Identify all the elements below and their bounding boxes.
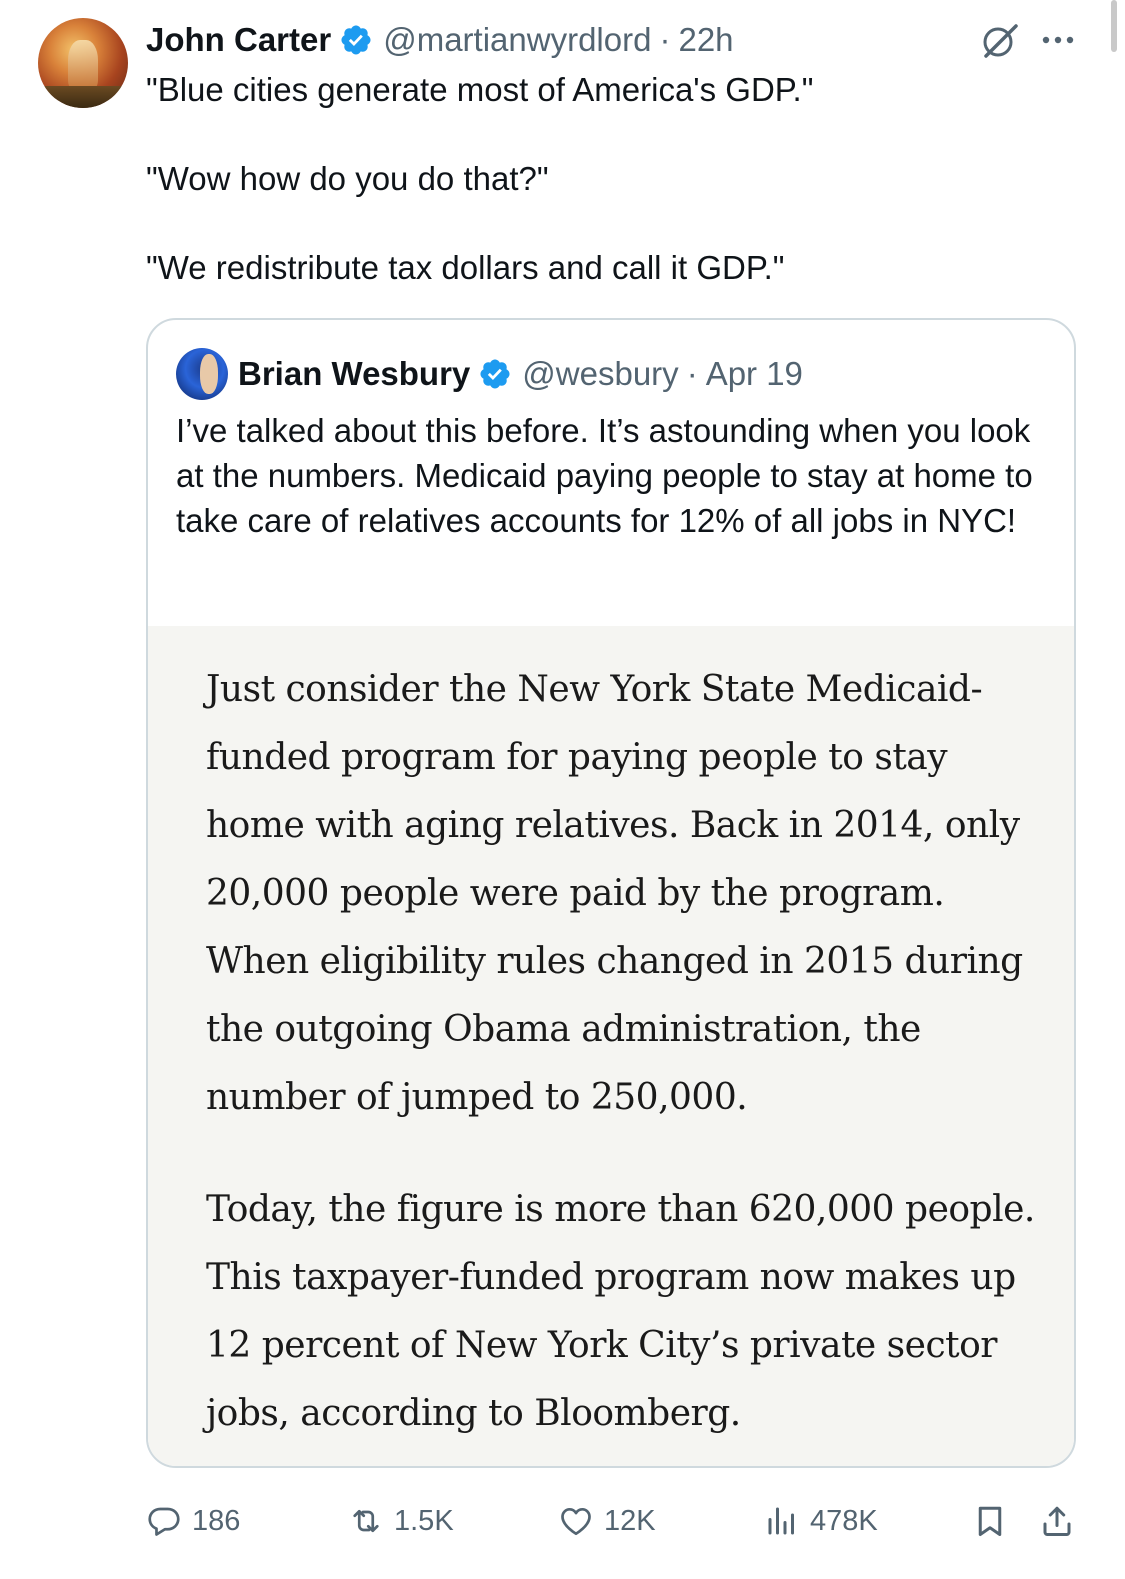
- quoted-tweet-image[interactable]: [148, 626, 1074, 1468]
- author-name[interactable]: John Carter: [146, 21, 332, 58]
- views-count: 478K: [810, 1504, 878, 1537]
- tweet-line: "Blue cities generate most of America's GDP.": [146, 71, 814, 108]
- like-icon: [558, 1503, 594, 1539]
- tweet-time[interactable]: 22h: [678, 21, 734, 58]
- grok-icon[interactable]: [978, 20, 1020, 62]
- author-avatar[interactable]: [38, 18, 128, 108]
- scrollbar[interactable]: [1111, 0, 1117, 52]
- like-count: 12K: [604, 1504, 656, 1537]
- tweet-header: [146, 18, 734, 62]
- views-button[interactable]: [764, 1496, 878, 1546]
- avatar-face: [200, 354, 218, 394]
- avatar-figure: [68, 40, 98, 90]
- quoted-tweet-header: [238, 352, 803, 396]
- verified-badge-icon: [478, 357, 512, 391]
- separator-dot: ·: [659, 21, 671, 58]
- action-bar: [146, 1496, 1086, 1546]
- repost-button[interactable]: [348, 1496, 454, 1546]
- author-handle[interactable]: @martianwyrdlord: [383, 21, 652, 58]
- image-article-text: [206, 656, 1046, 1448]
- tweet-line: "Wow how do you do that?": [146, 160, 549, 197]
- share-icon: [1039, 1503, 1075, 1539]
- separator-dot: ·: [686, 355, 698, 392]
- bookmark-icon: [972, 1503, 1008, 1539]
- tweet-text: [146, 68, 1086, 290]
- repost-icon: [348, 1503, 384, 1539]
- views-icon: [764, 1503, 800, 1539]
- verified-badge-icon: [339, 23, 373, 57]
- more-icon[interactable]: [1038, 26, 1078, 54]
- repost-count: 1.5K: [394, 1504, 454, 1537]
- tweet-line: "We redistribute tax dollars and call it GDP.": [146, 249, 785, 286]
- image-paragraph: Today, the figure is more than 620,000 people. This taxpayer-funded program now makes up 12 percent of New York City’s private sector jobs, according to Bloomberg.: [206, 1189, 1035, 1434]
- bookmark-button[interactable]: [972, 1496, 1008, 1546]
- image-paragraph: Just consider the New York State Medicaid-funded program for paying people to stay home with aging relatives. Back in 2014, only 20,000 people were paid by the program. When eligibility rules changed in 2015 during the outgoing Obama administration, the number of jumped to 250,000.: [206, 669, 1023, 1118]
- quoted-author-avatar[interactable]: [176, 348, 228, 400]
- quoted-tweet-text: I’ve talked about this before. It’s astounding when you look at the numbers. Medicaid paying people to stay at home to take care of relatives accounts for 12% of all jobs in NYC!: [176, 412, 1033, 539]
- quoted-tweet[interactable]: [146, 318, 1076, 1468]
- reply-count: 186: [192, 1504, 241, 1537]
- quoted-tweet-date[interactable]: Apr 19: [705, 355, 803, 392]
- like-button[interactable]: [558, 1496, 656, 1546]
- quoted-author-name[interactable]: Brian Wesbury: [238, 355, 471, 392]
- quoted-author-handle[interactable]: @wesbury: [522, 355, 679, 392]
- share-button[interactable]: [1039, 1496, 1075, 1546]
- reply-icon: [146, 1503, 182, 1539]
- avatar-ground: [38, 86, 128, 108]
- reply-button[interactable]: [146, 1496, 240, 1546]
